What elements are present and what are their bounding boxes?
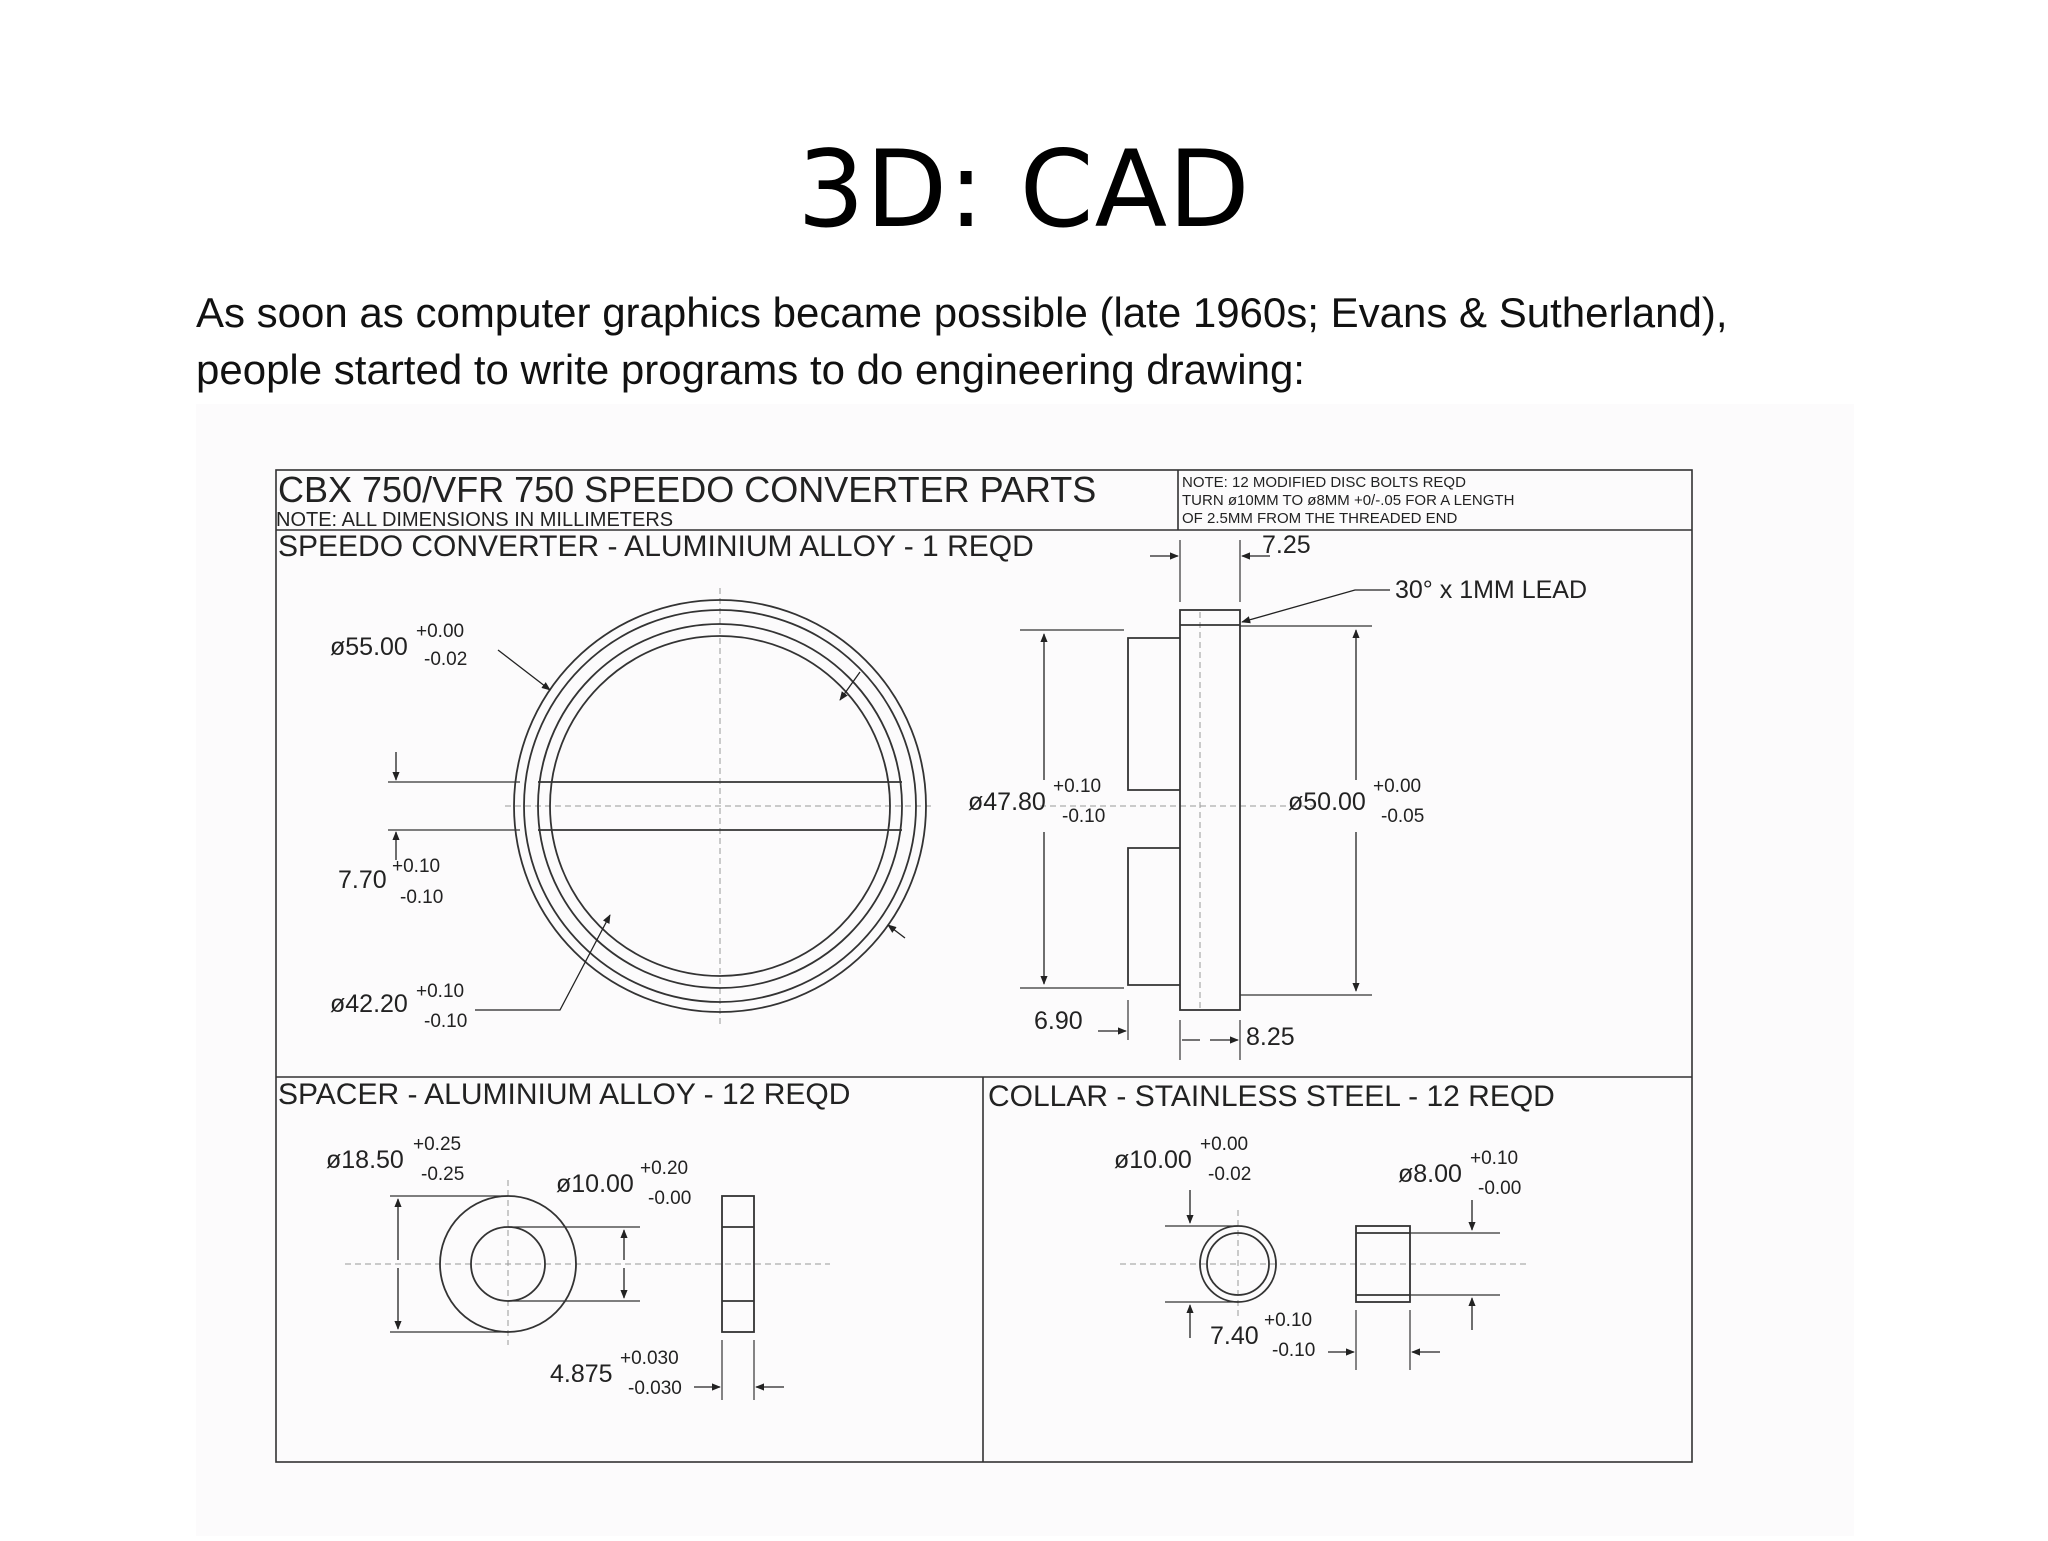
converter-heading: SPEEDO CONVERTER - ALUMINIUM ALLOY - 1 REQD (278, 530, 1034, 563)
dim-7-70-label: 7.70 (338, 866, 387, 894)
dim-7-40-minus: -0.10 (1272, 1340, 1316, 1361)
dim-spacer-o10-plus: +0.20 (640, 1158, 689, 1179)
slide-title: 3D: CAD (797, 128, 1251, 251)
drawing-title: CBX 750/VFR 750 SPEEDO CONVERTER PARTS (278, 469, 1097, 510)
drawing-frame (276, 470, 1692, 1462)
intro-line-2: people started to write programs to do engineering drawing: (196, 346, 1305, 393)
bolt-note-line-1: NOTE: 12 MODIFIED DISC BOLTS REQD (1182, 474, 1466, 491)
dim-o55-minus: -0.02 (424, 649, 468, 670)
intro-line-1: As soon as computer graphics became possible (late 1960s; Evans & Sutherland), (196, 289, 1728, 336)
dim-o8-plus: +0.10 (1470, 1148, 1519, 1169)
dim-4-875-label: 4.875 (550, 1360, 613, 1388)
spacer-heading: SPACER - ALUMINIUM ALLOY - 12 REQD (278, 1078, 851, 1111)
dim-o47-plus: +0.10 (1053, 776, 1102, 797)
dim-o42-label: ø42.20 (330, 990, 408, 1018)
dim-o8-label: ø8.00 (1398, 1160, 1462, 1188)
dim-o50-plus: +0.00 (1373, 776, 1422, 797)
cad-drawing (196, 404, 1854, 1536)
dim-collar-o10-minus: -0.02 (1208, 1164, 1252, 1185)
dim-o42-plus: +0.10 (416, 981, 465, 1002)
dim-7-70-minus: -0.10 (400, 887, 444, 908)
dim-spacer-o10-minus: -0.00 (648, 1188, 692, 1209)
collar-heading: COLLAR - STAINLESS STEEL - 12 REQD (988, 1080, 1555, 1113)
dim-spacer-o10-label: ø10.00 (556, 1170, 634, 1198)
collar-views (1120, 1190, 1530, 1370)
dim-width-left: 6.90 (1034, 1007, 1083, 1035)
dim-7-40-label: 7.40 (1210, 1322, 1259, 1350)
dim-4-875-minus: -0.030 (628, 1378, 682, 1399)
cad-drawing-image (196, 404, 1854, 1536)
lead-note: 30° x 1MM LEAD (1395, 576, 1588, 604)
dim-o18-minus: -0.25 (421, 1164, 465, 1185)
dim-o18-label: ø18.50 (326, 1146, 404, 1174)
dim-collar-o10-label: ø10.00 (1114, 1146, 1192, 1174)
bolt-note-line-3: OF 2.5MM FROM THE THREADED END (1182, 510, 1458, 527)
converter-front-view (388, 588, 935, 1025)
dim-o18-plus: +0.25 (413, 1134, 462, 1155)
dim-o50-label: ø50.00 (1288, 788, 1366, 816)
dim-o55-plus: +0.00 (416, 621, 465, 642)
dim-o50-minus: -0.05 (1381, 806, 1425, 827)
dim-7-70-plus: +0.10 (392, 856, 441, 877)
dim-width-top: 7.25 (1262, 531, 1311, 559)
dim-o8-minus: -0.00 (1478, 1178, 1522, 1199)
bolt-note-line-2: TURN ø10MM TO ø8MM +0/-.05 FOR A LENGTH (1182, 492, 1515, 509)
dim-7-40-plus: +0.10 (1264, 1310, 1313, 1331)
dim-o42-minus: -0.10 (424, 1011, 468, 1032)
intro-text (196, 284, 1728, 398)
dim-o55-label: ø55.00 (330, 633, 408, 661)
dim-width-right: 8.25 (1246, 1023, 1295, 1051)
dimension-note: NOTE: ALL DIMENSIONS IN MILLIMETERS (276, 509, 674, 531)
dim-o47-label: ø47.80 (968, 788, 1046, 816)
dim-o47-minus: -0.10 (1062, 806, 1106, 827)
dim-collar-o10-plus: +0.00 (1200, 1134, 1249, 1155)
dim-4-875-plus: +0.030 (620, 1348, 679, 1369)
